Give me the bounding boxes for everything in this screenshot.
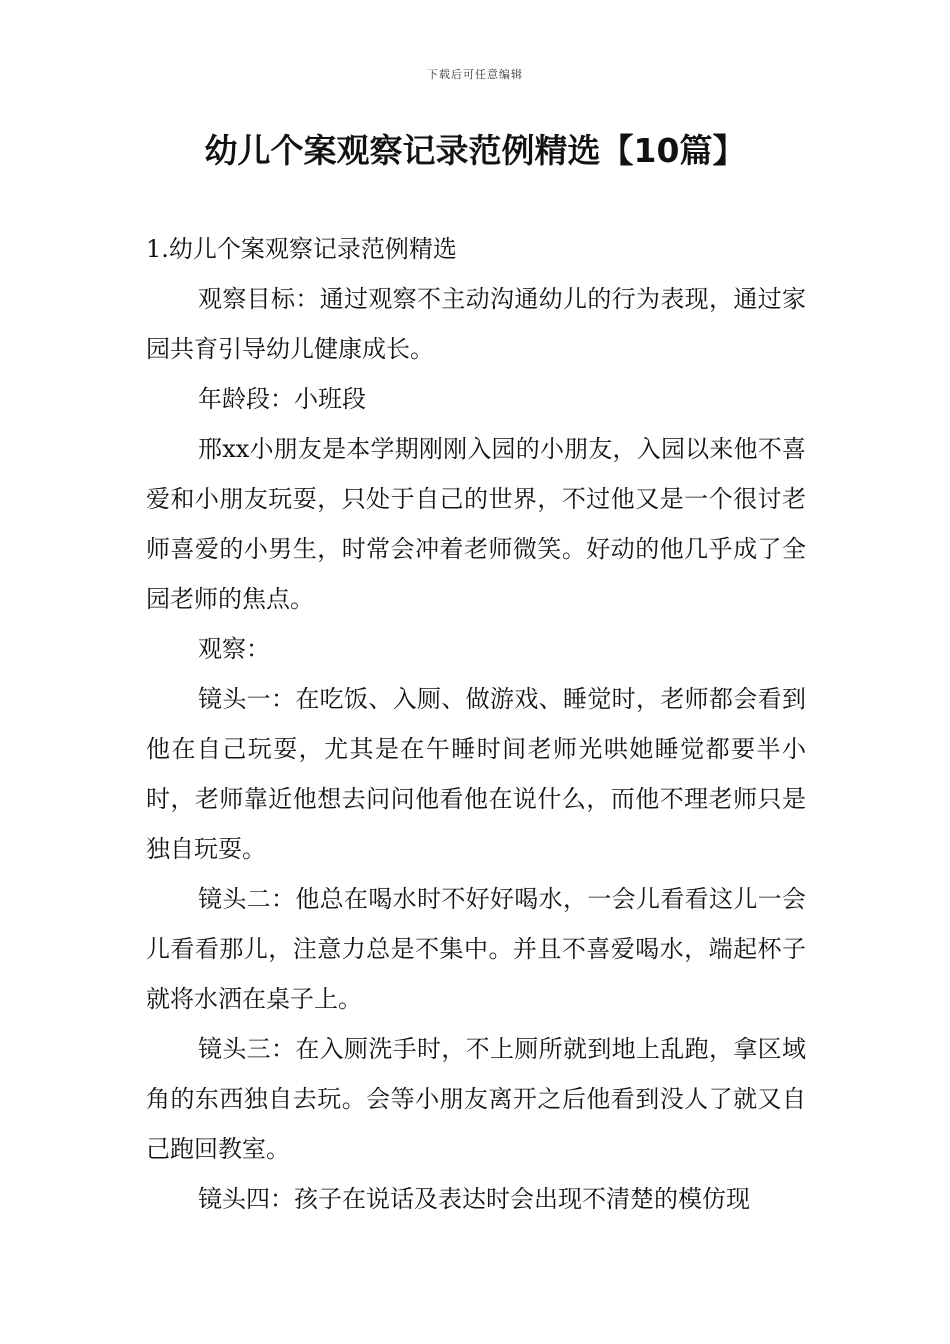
paragraph-scene-two: 镜头二：他总在喝水时不好好喝水，一会儿看看这儿一会儿看看那儿，注意力总是不集中。并且不喜爱喝水，端起杯子就将水洒在桌子上。	[146, 885, 806, 1013]
paragraph-scene-four: 镜头四：孩子在说话及表达时会出现不清楚的模仿现	[198, 1185, 750, 1213]
document-body	[146, 224, 806, 1224]
header-note: 下载后可任意编辑	[427, 68, 523, 81]
paragraph-scene-three: 镜头三：在入厕洗手时，不上厕所就到地上乱跑，拿区域角的东西独自去玩。会等小朋友离开之后他看到没人了就又自己跑回教室。	[146, 1035, 806, 1163]
paragraph-observation-label: 观察：	[198, 635, 270, 663]
document-title: 幼儿个案观察记录范例精选【10篇】	[204, 131, 746, 170]
paragraph-observation-goal: 观察目标：通过观察不主动沟通幼儿的行为表现，通过家园共育引导幼儿健康成长。	[146, 285, 806, 363]
paragraph-child-intro: 邢xx小朋友是本学期刚刚入园的小朋友，入园以来他不喜爱和小朋友玩耍，只处于自己的世界，不过他又是一个很讨老师喜爱的小男生，时常会冲着老师微笑。好动的他几乎成了全园老师的焦点。	[146, 435, 806, 613]
paragraph-scene-one: 镜头一：在吃饭、入厕、做游戏、睡觉时，老师都会看到他在自己玩耍，尤其是在午睡时间老师光哄她睡觉都要半小时，老师靠近他想去问问他看他在说什么，而他不理老师只是独自玩耍。	[146, 685, 806, 863]
section-heading: 1.幼儿个案观察记录范例精选	[146, 235, 457, 263]
paragraph-age-group: 年龄段：小班段	[198, 385, 366, 413]
